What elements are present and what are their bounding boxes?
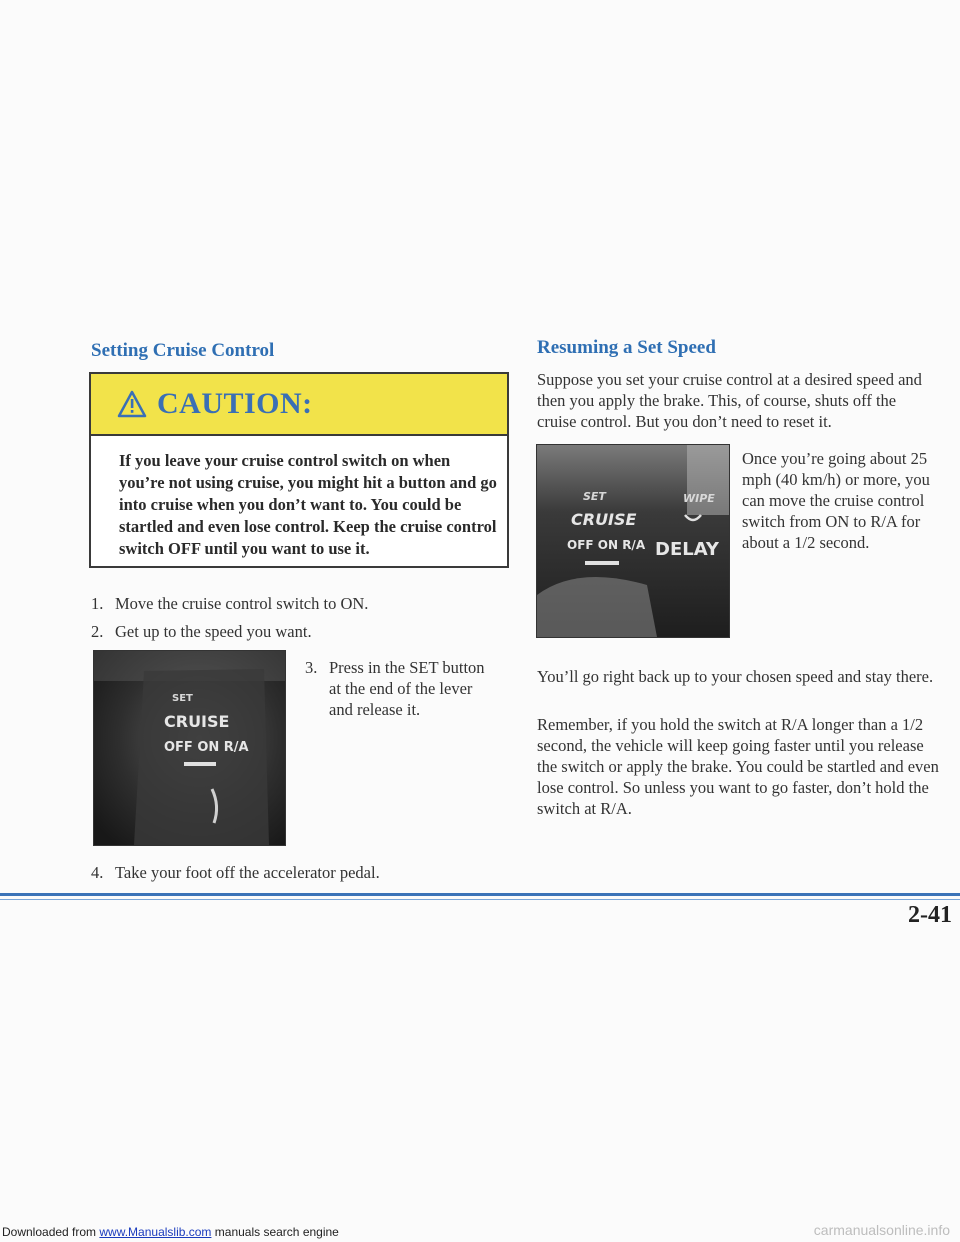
step-text: Take your foot off the accelerator pedal.	[115, 863, 380, 882]
step-number: 3.	[305, 658, 318, 677]
step-text: Move the cruise control switch to ON.	[115, 594, 369, 613]
step-text: Press in the SET button at the end of the lever and release it.	[329, 658, 485, 719]
resume-paragraph-3: Remember, if you hold the switch at R/A longer than a 1/2 second, the vehicle will keep going faster until you release the switch or apply the brake. You could be startled and even lose control. So unless you want to go faster, don’t hold the switch at R/A.	[537, 715, 939, 818]
section-heading-setting-cruise: Setting Cruise Control	[91, 340, 275, 361]
step-text: Get up to the speed you want.	[115, 622, 312, 641]
resume-side-text: Once you’re going about 25 mph (40 km/h) or more, you can move the cruise control switch from ON to R/A for about a 1/2 second.	[742, 449, 930, 552]
download-footer	[2, 1225, 339, 1239]
photo-label-delay: DELAY	[655, 539, 719, 560]
photo-label-set: SET	[172, 693, 193, 704]
resume-paragraph-2: You’ll go right back up to your chosen speed and stay there.	[537, 667, 934, 686]
footer-prefix: Downloaded from	[2, 1225, 100, 1239]
footer-rule	[0, 893, 960, 896]
footer-suffix: manuals search engine	[211, 1225, 339, 1239]
caution-header	[91, 374, 507, 436]
page-number: 2-41	[908, 902, 952, 928]
photo-label-set: SET	[583, 490, 606, 503]
photo-label-cruise: CRUISE	[164, 712, 230, 731]
list-item-step-4	[91, 862, 491, 883]
photo-label-wiper: WIPE	[683, 492, 715, 505]
photo-label-modes: OFF ON R/A	[164, 740, 249, 755]
cruise-lever-photo-left	[93, 650, 286, 846]
step-number: 4.	[91, 863, 104, 882]
list-item-step-3	[305, 657, 495, 720]
caution-title: CAUTION:	[157, 387, 313, 420]
section-heading-resuming: Resuming a Set Speed	[537, 337, 716, 358]
cruise-lever-photo-right	[536, 444, 730, 638]
warning-triangle-icon	[117, 390, 147, 418]
caution-box	[89, 372, 509, 568]
photo-label-modes: OFF ON R/A	[567, 538, 646, 552]
list-item-step-1	[91, 593, 491, 614]
resume-intro-paragraph: Suppose you set your cruise control at a desired speed and then you apply the brake. This, of course, shuts off the cruise control. But you don’t need to reset it.	[537, 370, 922, 431]
step-number: 2.	[91, 622, 104, 641]
footer-rule-thin	[0, 899, 960, 900]
list-item-step-2	[91, 621, 491, 642]
photo-label-cruise: CRUISE	[571, 510, 637, 529]
step-number: 1.	[91, 594, 104, 613]
caution-text: If you leave your cruise control switch on when you’re not using cruise, you might hit a button and go into cruise when you don’t want to. You could be startled and even lose control. Keep the cruise control switch OFF until you want to use it.	[119, 451, 497, 558]
watermark-text: carmanualsonline.info	[813, 1222, 950, 1238]
manualslib-link[interactable]: www.Manualslib.com	[99, 1225, 212, 1239]
